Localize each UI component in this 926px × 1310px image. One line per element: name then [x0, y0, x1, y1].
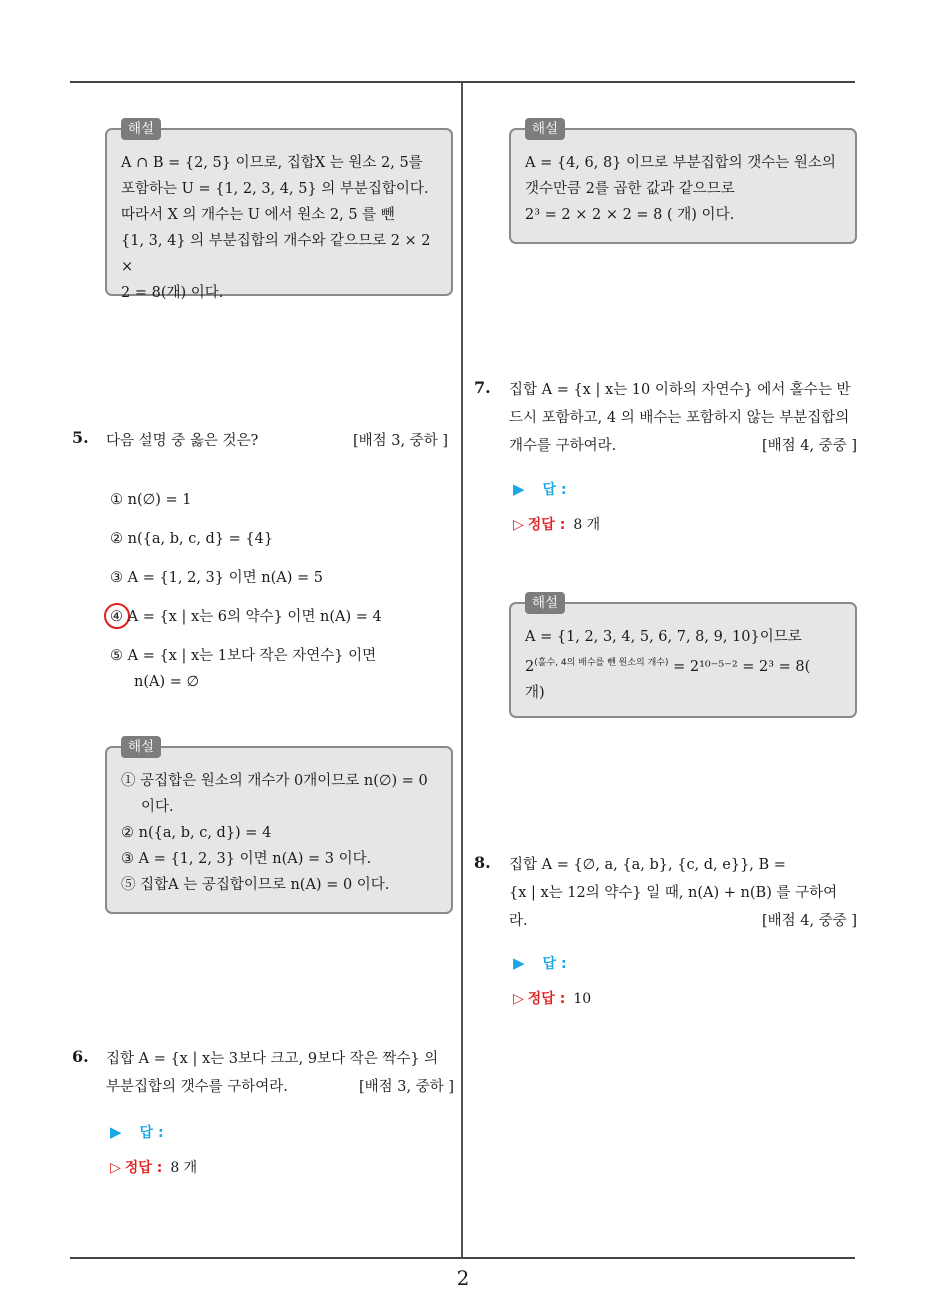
correct-value: 10	[573, 991, 592, 1007]
answer-input-q6[interactable]	[110, 1122, 164, 1142]
question-6-score: [배점 3, 중하 ]	[358, 1079, 454, 1095]
explanation-box-q4	[105, 121, 453, 301]
answer-input-q7[interactable]	[513, 479, 567, 499]
answer-label: 답 :	[542, 482, 567, 498]
explanation-line: 개)	[525, 684, 545, 701]
explanation-label: 해설	[525, 118, 565, 140]
question-7-line: 개수를 구하여라.	[509, 438, 617, 454]
choice-5[interactable]: ⑤ A = {x | x는 1보다 작은 자연수} 이면	[110, 648, 377, 664]
answer-label: 답 :	[139, 1125, 164, 1141]
correct-value: 8 개	[170, 1160, 198, 1176]
question-7-line: 드시 포함하고, 4 의 배수는 포함하지 않는 부분집합의	[509, 410, 850, 426]
outline-triangle-icon: ▷	[513, 991, 524, 1007]
question-5-text	[106, 427, 448, 455]
choice-3[interactable]: ③ A = {1, 2, 3} 이면 n(A) = 5	[110, 570, 323, 586]
question-6-line: 집합 A = {x | x는 3보다 크고, 9보다 작은 짝수} 의	[106, 1051, 439, 1067]
question-7-line: 집합 A = {x | x는 10 이하의 자연수} 에서 홀수는 반	[509, 382, 851, 398]
explanation-box-q7	[509, 595, 857, 718]
question-8-score: [배점 4, 중중 ]	[761, 913, 857, 929]
outline-triangle-icon: ▷	[513, 517, 524, 533]
page-number: 2	[456, 1266, 470, 1290]
question-8-line: {x | x는 12의 약수} 일 때, n(A) + n(B) 를 구하여	[509, 885, 838, 901]
explanation-line	[525, 650, 843, 680]
explanation-line: ① 공집합은 원소의 개수가 0개이므로 n(∅) = 0	[121, 773, 428, 789]
question-number-8: 8.	[474, 853, 491, 872]
explanation-line: 2³ = 2 × 2 × 2 = 8 ( 개) 이다.	[525, 207, 735, 223]
question-7-text	[509, 376, 857, 460]
outline-triangle-icon: ▷	[110, 1160, 121, 1176]
choice-1[interactable]: ① n(∅) = 1	[110, 492, 192, 508]
choice-2[interactable]: ② n({a, b, c, d} = {4}	[110, 531, 274, 547]
question-number-5: 5.	[72, 428, 89, 447]
question-5-score: [배점 3, 중하 ]	[352, 433, 448, 449]
question-6-line: 부분집합의 갯수를 구하여라.	[106, 1079, 288, 1095]
correct-answer-q6	[110, 1157, 197, 1177]
explanation-box-q6	[509, 121, 857, 244]
play-triangle-icon: ▶	[513, 480, 525, 498]
explanation-line: 이다.	[141, 799, 174, 815]
choice-4[interactable]: ④ A = {x | x는 6의 약수} 이면 n(A) = 4	[110, 609, 382, 625]
power-base: 2	[525, 658, 535, 675]
explanation-line: A = {1, 2, 3, 4, 5, 6, 7, 8, 9, 10}이므로	[525, 629, 802, 645]
explanation-label: 해설	[121, 736, 161, 758]
question-8-line: 집합 A = {∅, a, {a, b}, {c, d, e}}, B =	[509, 857, 786, 873]
correct-label: 정답 :	[527, 991, 566, 1007]
explanation-label: 해설	[121, 118, 161, 140]
explanation-line: {1, 3, 4} 의 부분집합의 개수와 같으므로 2 × 2 ×	[121, 233, 431, 275]
explanation-line: 따라서 X 의 개수는 U 에서 원소 2, 5 를 뺀	[121, 207, 395, 223]
power-result: = 2¹⁰⁻⁵⁻² = 2³ = 8(	[668, 658, 811, 675]
question-8-line: 라.	[509, 913, 528, 929]
correct-label: 정답 :	[527, 517, 566, 533]
answer-label: 답 :	[542, 956, 567, 972]
power-exponent: (홀수, 4의 배수를 뺀 원소의 개수)	[534, 658, 669, 668]
answer-input-q8[interactable]	[513, 953, 567, 973]
play-triangle-icon: ▶	[110, 1123, 122, 1141]
explanation-line: A ∩ B = {2, 5} 이므로, 집합X 는 원소 2, 5를	[121, 155, 423, 171]
explanation-line: 포함하는 U = {1, 2, 3, 4, 5} 의 부분집합이다.	[121, 181, 429, 197]
question-7-score: [배점 4, 중중 ]	[761, 438, 857, 454]
question-8-text	[509, 851, 857, 935]
explanation-box-q5	[105, 739, 453, 914]
correct-label: 정답 :	[124, 1160, 163, 1176]
correct-value: 8 개	[573, 517, 601, 533]
footer-rule	[70, 1257, 855, 1259]
question-number-7: 7.	[474, 378, 491, 397]
explanation-line: 2 = 8(개) 이다.	[121, 285, 224, 301]
correct-answer-q7	[513, 514, 600, 534]
explanation-label: 해설	[525, 592, 565, 614]
play-triangle-icon: ▶	[513, 954, 525, 972]
explanation-line: 갯수만큼 2를 곱한 값과 같으므로	[525, 181, 735, 197]
choice-5-continuation: n(A) = ∅	[134, 674, 200, 690]
explanation-line: ② n({a, b, c, d}) = 4	[121, 825, 272, 841]
explanation-line: ③ A = {1, 2, 3} 이면 n(A) = 3 이다.	[121, 851, 372, 867]
explanation-line: ⑤ 집합A 는 공집합이므로 n(A) = 0 이다.	[121, 877, 390, 893]
correct-answer-q8	[513, 988, 591, 1008]
question-5-prompt: 다음 설명 중 옳은 것은?	[106, 433, 259, 449]
column-divider	[461, 83, 463, 1257]
question-6-text	[106, 1045, 454, 1101]
question-number-6: 6.	[72, 1047, 89, 1066]
explanation-line: A = {4, 6, 8} 이므로 부분집합의 갯수는 원소의	[525, 155, 836, 171]
